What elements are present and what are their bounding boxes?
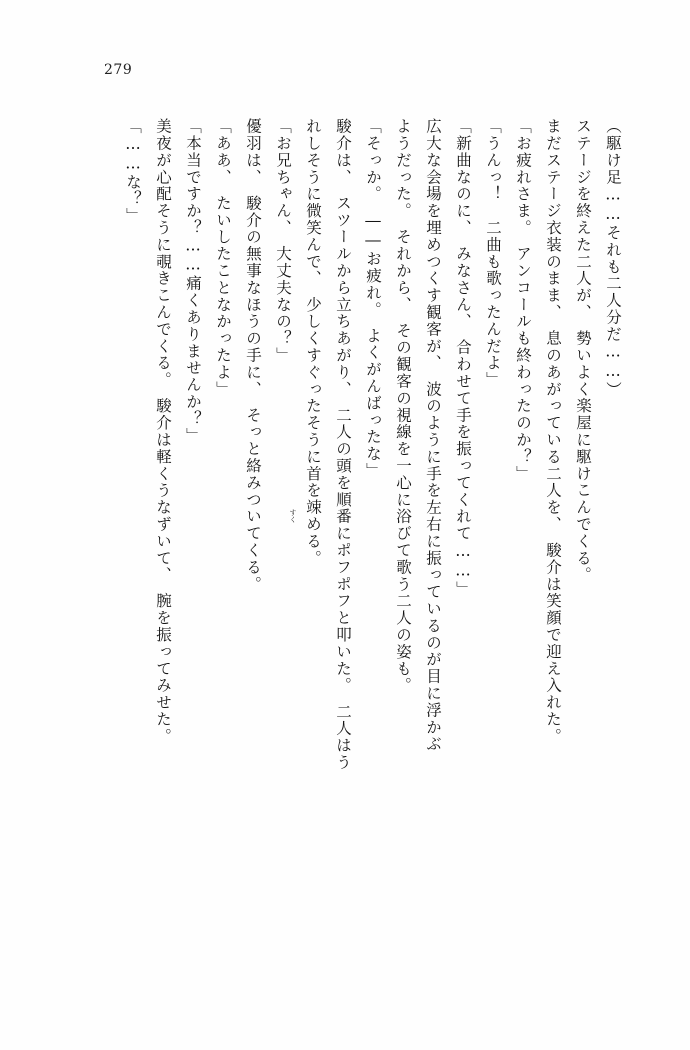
paragraph: 広大な会場を埋めつくす観客が、 波のように手を左右に振っているのが目に浮かぶ	[424, 118, 442, 753]
paragraph: 「……な？」	[124, 118, 142, 225]
paragraph: ようだった。 それから、 その観客の視線を一心に浴びて歌う二人の姿も。	[394, 118, 412, 694]
paragraph: まだステージ衣装のまま、 息のあがっている二人を、 駿介は笑顔で迎え入れた。	[544, 118, 562, 745]
paragraph-text: れしそうに微笑んで、 少しくすぐったそうに首を竦める。	[304, 118, 322, 567]
ruby-annotation: すく	[289, 509, 297, 523]
paragraph: 「ああ、 たいしたことなかったよ」	[214, 118, 232, 398]
paragraph: （駆け足……それも二人分だ……）	[604, 118, 622, 399]
page-number: 279	[104, 62, 133, 78]
paragraph: 「お疲れさま。 アンコールも終わったのか？」	[514, 118, 532, 483]
paragraph: 「本当ですか？……痛くありませんか？」	[184, 118, 202, 445]
paragraph: 「うんっ！ 二曲も歌ったんだよ」	[484, 118, 502, 389]
body-text	[72, 118, 628, 938]
paragraph: 優羽は、 駿介の無事なほうの手に、 そっと絡みついてくる。	[244, 118, 262, 593]
paragraph: 駿介は、 スツールから立ちあがり、 二人の頭を順番にポフポフと叩いた。 二人はう	[334, 118, 352, 771]
paragraph-with-ruby	[289, 118, 328, 938]
paragraph: ステージを終えた二人が、 勢いよく楽屋に駆けこんでくる。	[574, 118, 592, 584]
paragraph: 美夜が心配そうに覗きこんでくる。 駿介は軽くうなずいて、 腕を振ってみせた。	[154, 118, 172, 745]
paragraph: 「お兄ちゃん、 大丈夫なの？」	[274, 118, 292, 364]
paragraph: 「そっか。 ――お疲れ。 よくがんばったな」	[364, 118, 382, 480]
paragraph: 「新曲なのに、 みなさん、 合わせて手を振ってくれて……」	[454, 118, 472, 598]
